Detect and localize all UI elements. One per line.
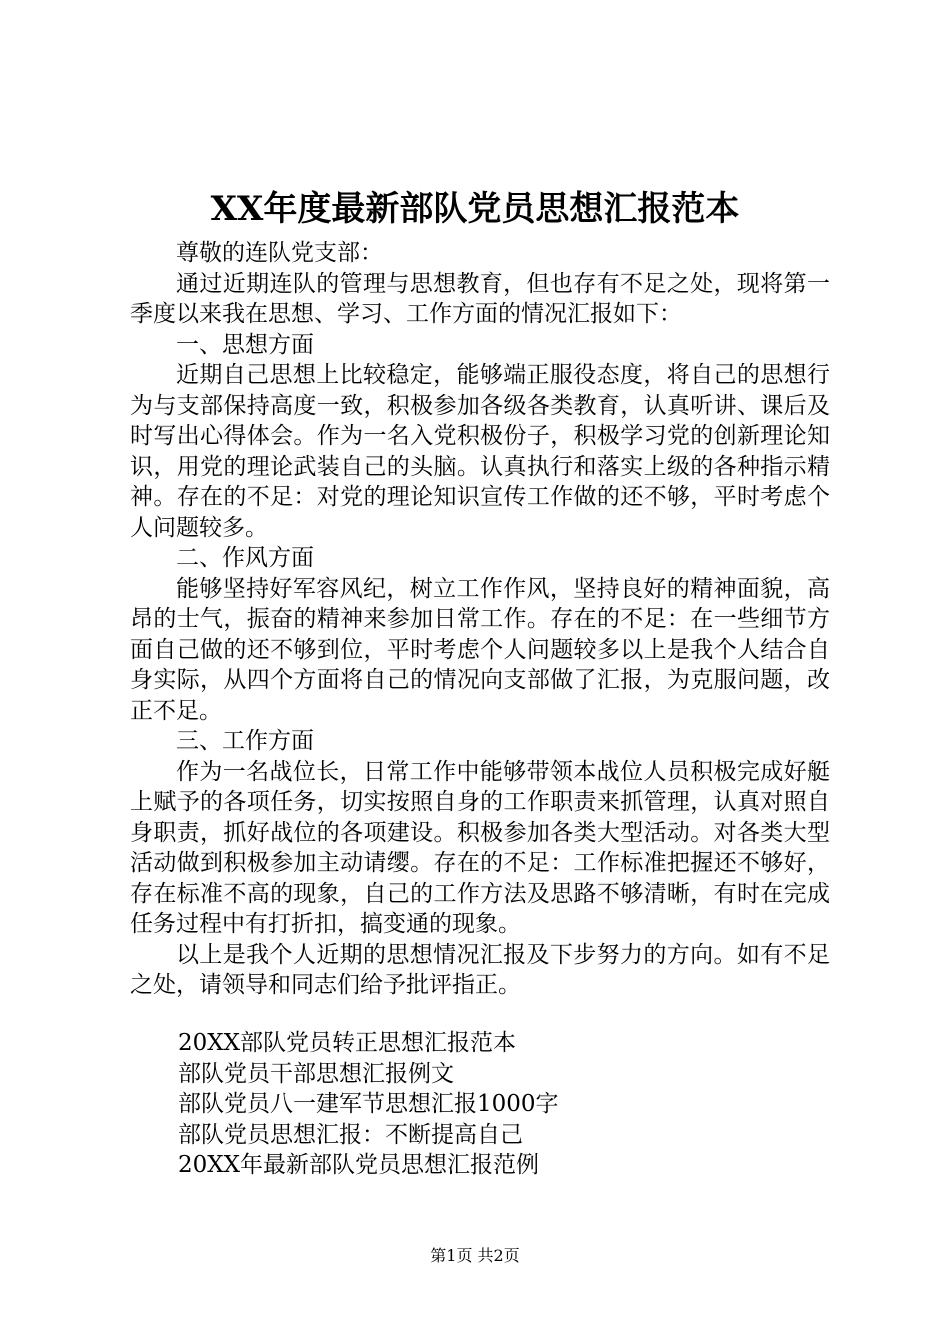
document-body — [130, 238, 830, 1001]
thought-paragraph: 近期自己思想上比较稳定，能够端正服役态度，将自己的思想行为与支部保持高度一致，积极参加各级各类教育，认真听讲、课后及时写出心得体会。作为一名入党积极份子，积极学习党的创新理论知识，用党的理论武装自己的头脑。认真执行和落实上级的各种指示精神。存在的不足：对党的理论知识宣传工作做的还不够，平时考虑个人问题较多。 — [130, 362, 830, 541]
related-article-link[interactable]: 部队党员八一建军节思想汇报1000字 — [178, 1091, 559, 1117]
related-articles — [178, 1028, 838, 1181]
style-paragraph: 能够坚持好军容风纪，树立工作作风，坚持良好的精神面貌，高昂的士气，振奋的精神来参加日常工作。存在的不足：在一些细节方面自己做的还不够到位，平时考虑个人问题较多以上是我个人结合自身实际，从四个方面将自己的情况向支部做了汇报，为克服问题，改正不足。 — [130, 575, 830, 724]
intro-paragraph: 通过近期连队的管理与思想教育，但也存有不足之处，现将第一季度以来我在思想、学习、工作方面的情况汇报如下： — [130, 270, 830, 327]
section-heading-work: 三、工作方面 — [176, 728, 314, 754]
related-article-link[interactable]: 20XX年最新部队党员思想汇报范例 — [178, 1152, 540, 1178]
section-heading-thought: 一、思想方面 — [176, 331, 314, 358]
related-article-link[interactable]: 部队党员思想汇报：不断提高自己 — [178, 1121, 523, 1148]
section-heading-style: 二、作风方面 — [176, 545, 314, 571]
document-title: XX年度最新部队党员思想汇报范本 — [210, 189, 740, 229]
work-paragraph: 作为一名战位长，日常工作中能够带领本战位人员积极完成好艇上赋予的各项任务，切实按照自身的工作职责来抓管理，认真对照自身职责，抓好战位的各项建设。积极参加各类大型活动。对各类大型活动做到积极参加主动请缨。存在的不足：工作标准把握还不够好，存在标准不高的现象，自己的工作方法及思路不够清晰，有时在完成任务过程中有打折扣，搞变通的现象。 — [130, 758, 830, 937]
page-footer: 第1页 共2页 — [430, 1246, 520, 1265]
closing-paragraph: 以上是我个人近期的思想情况汇报及下步努力的方向。如有不足之处，请领导和同志们给予批评指正。 — [130, 941, 830, 998]
related-article-link[interactable]: 部队党员干部思想汇报例文 — [178, 1060, 454, 1087]
related-article-link[interactable]: 20XX部队党员转正思想汇报范本 — [178, 1030, 517, 1056]
salutation: 尊敬的连队党支部： — [176, 240, 383, 266]
